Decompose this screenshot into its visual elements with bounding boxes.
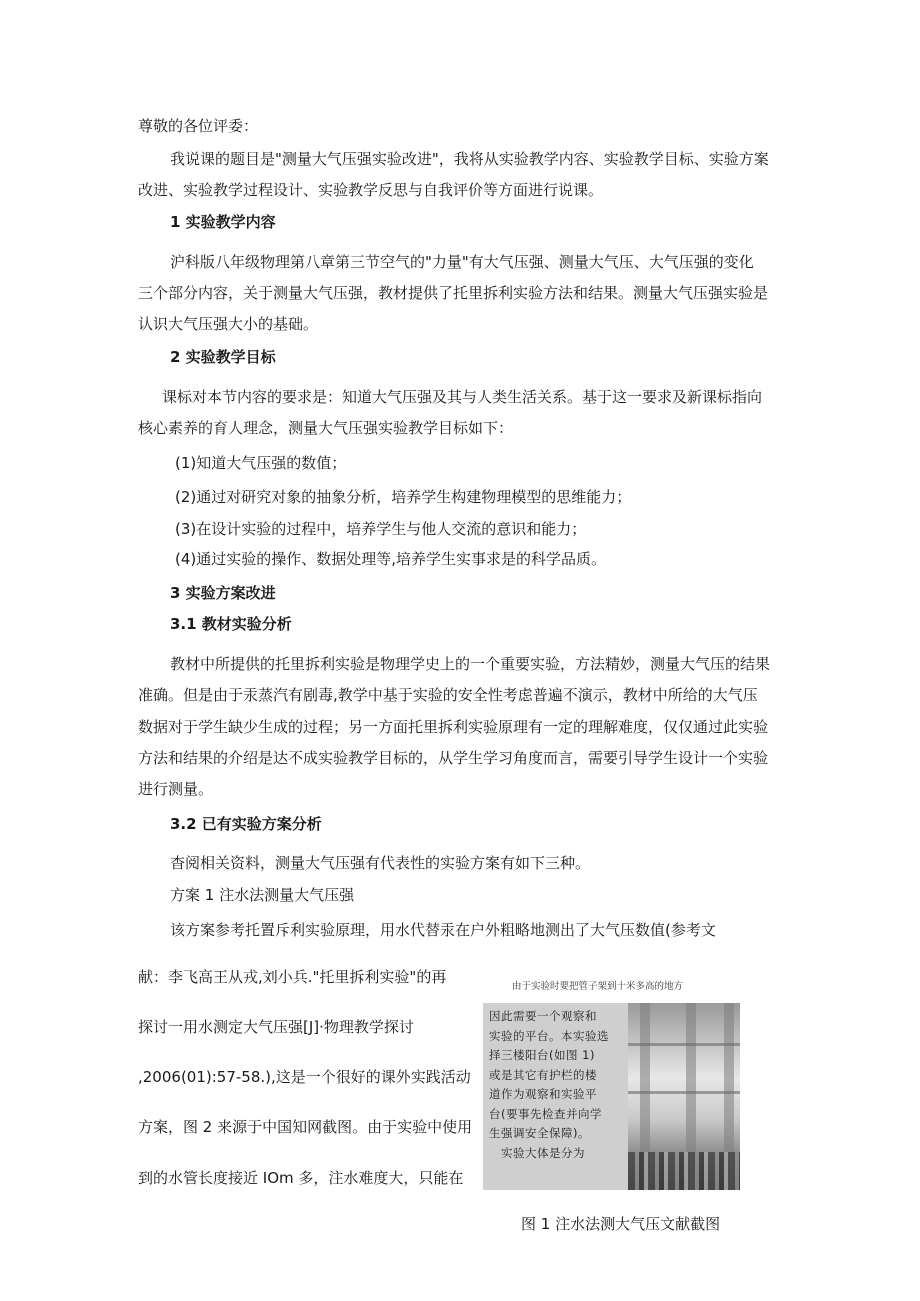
goal-2: (2)通过对研究对象的抽象分析，培养学生构建物理模型的思维能力；: [175, 488, 632, 506]
greeting: 尊敬的各位评委：: [138, 117, 259, 135]
section-heading-3: 3 实验方案改进: [170, 584, 276, 602]
goal-1: (1)知道大气压强的数值；: [175, 454, 347, 472]
goal-3: (3)在设计实验的过程中，培养学生与他人交流的意识和能力；: [175, 520, 587, 538]
students-group: [628, 1152, 740, 1190]
subsection-heading-3-2: 3.2 已有实验方案分析: [170, 815, 322, 833]
plan-1-line-4: ,2006(01):57-58.),这是一个很好的课外实践活动: [138, 1068, 471, 1086]
scan-line: 实验大体是分为: [489, 1145, 585, 1160]
scan-line: 道作为观察和实验平: [489, 1087, 597, 1101]
scan-line: 择三楼阳台(如图 1): [489, 1048, 595, 1062]
section-heading-2: 2 实验教学目标: [170, 348, 276, 366]
intro-line-1: 我说课的题目是"测量大气压强实验改进"，我将从实验教学内容、实验教学目标、实验方案: [170, 150, 769, 168]
plan-1-line-6: 到的水管长度接近 IOm 多，注水难度大，只能在: [138, 1169, 464, 1187]
section-3-1-line-3: 数据对于学生缺少生成的过程；另一方面托里拆利实验原理有一定的理解难度，仅仅通过此实验: [138, 718, 769, 736]
scan-line: 生强调安全保障)。: [489, 1126, 590, 1140]
scan-line: 或是其它有护栏的楼: [489, 1067, 597, 1082]
section-1-line-3: 认识大气压强大小的基础。: [138, 315, 319, 333]
section-heading-1: 1 实验教学内容: [170, 213, 276, 231]
plan-1-line-3: 探讨一用水测定大气压强[J]·物理教学探讨: [138, 1018, 414, 1036]
plan-1-title: 方案 1 注水法测量大气压强: [170, 886, 355, 904]
figure-scan-text: [489, 1007, 629, 1163]
goal-4: (4)通过实验的操作、数据处理等,培养学生实事求是的科学品质。: [175, 550, 607, 568]
section-2-line-1: 课标对本节内容的要求是：知道大气压强及其与人类生活关系。基于这一要求及新课标指向: [162, 388, 763, 406]
scan-line: 因此需要一个观察和: [489, 1009, 597, 1023]
plan-1-line-5: 方案，图 2 来源于中国知网截图。由于实验中使用: [138, 1118, 473, 1136]
scan-line: 台(要事先检查并向学: [489, 1106, 602, 1121]
section-2-line-2: 核心素养的育人理念，测量大气压强实验教学目标如下：: [138, 419, 514, 437]
section-3-1-line-2: 准确。但是由于汞蒸汽有剧毒,教学中基于实验的安全性考虑普遍不演示，教材中所给的大气压: [138, 686, 758, 704]
section-1-line-1: 沪科版八年级物理第八章第三节空气的"力量"有大气压强、测量大气压、大气压强的变化: [170, 253, 754, 271]
scan-line: 实验的平台。本实验选: [489, 1028, 609, 1043]
section-1-line-2: 三个部分内容，关于测量大气压强，教材提供了托里拆利实验方法和结果。测量大气压强实验是: [138, 284, 769, 302]
section-3-1-line-4: 方法和结果的介绍是达不成实验教学目标的，从学生学习角度而言，需要引导学生设计一个实验: [138, 749, 769, 767]
figure-top-note: 由于实验时要把管子架到十米多高的地方: [512, 981, 684, 992]
section-3-1-line-5: 进行测量。: [138, 780, 214, 798]
intro-line-2: 改进、实验教学过程设计、实验教学反思与自我评价等方面进行说课。: [138, 181, 604, 199]
section-3-1-line-1: 教材中所提供的托里拆利实验是物理学史上的一个重要实验，方法精妙，测量大气压的结果: [170, 655, 771, 673]
subsection-heading-3-1: 3.1 教材实验分析: [170, 615, 292, 633]
figure-scan-image: [483, 1003, 740, 1190]
section-3-2-line-1: 杳阅相关资料，测量大气压强有代表性的实验方案有如下三种。: [170, 854, 591, 872]
figure-caption: 图 1 注水法测大气压文献截图: [521, 1215, 721, 1233]
building-photo: [628, 1003, 740, 1190]
plan-1-line-1: 该方案参考托置斥利实验原理，用水代替汞在户外粗略地测出了大气压数值(参考文: [170, 921, 716, 939]
plan-1-line-2: 献：李飞高王从戎,刘小兵."托里拆利实验"的再: [138, 968, 447, 986]
